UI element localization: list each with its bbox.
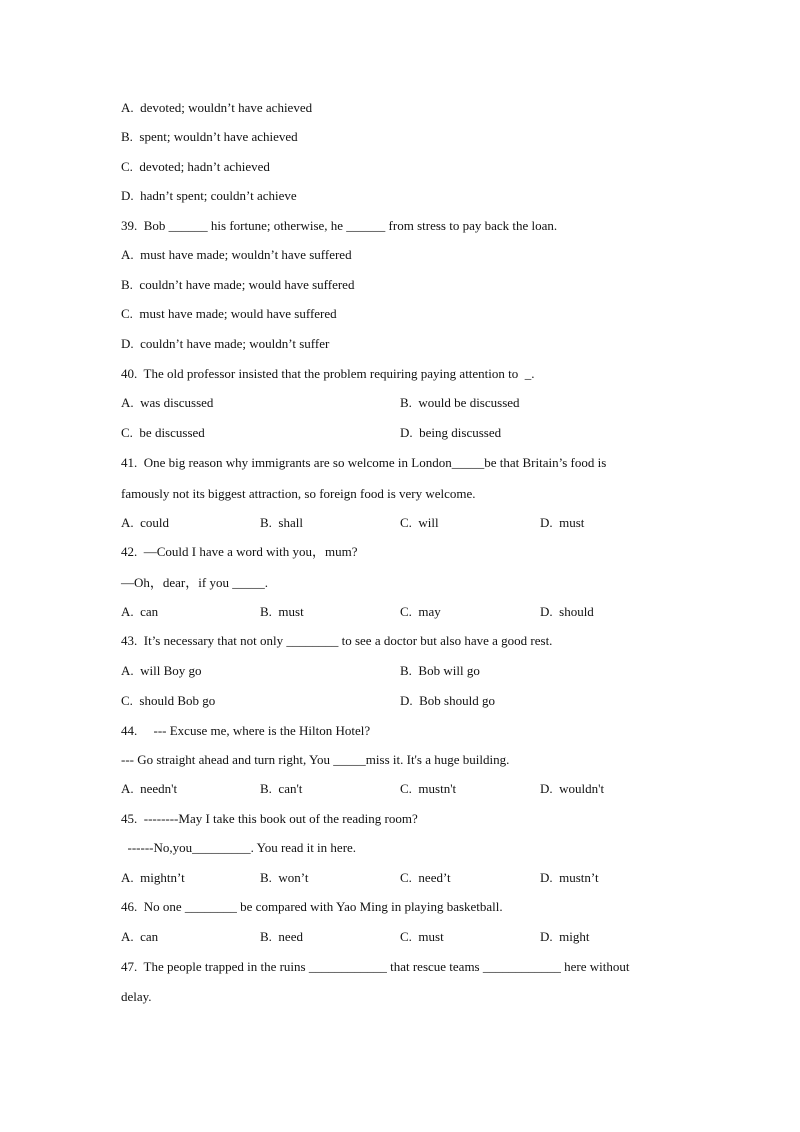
q46-stem: 46. No one ________ be compared with Yao Ming in playing basketball. [121, 899, 503, 914]
q41-option-b: B. shall [260, 515, 303, 530]
q46-option-c: C. must [400, 929, 444, 944]
q45-stem: 45. --------May I take this book out of the reading room? [121, 811, 418, 826]
q40-stem: 40. The old professor insisted that the problem requiring paying attention to _. [121, 366, 535, 381]
q42-option-a: A. can [121, 604, 159, 619]
q45-option-a: A. mightn’t [121, 870, 185, 885]
q39-option-d: D. couldn’t have made; wouldn’t suffer [121, 336, 330, 351]
q42-option-b: B. must [260, 604, 304, 619]
q43-option-a: A. will Boy go [121, 663, 202, 678]
q39-option-c: C. must have made; would have suffered [121, 306, 337, 321]
q38-option-c: C. devoted; hadn’t achieved [121, 159, 270, 174]
q38-option-a: A. devoted; wouldn’t have achieved [121, 100, 313, 115]
q46-option-a: A. can [121, 929, 159, 944]
q40-option-c: C. be discussed [121, 425, 205, 440]
q44-option-d: D. wouldn't [540, 781, 605, 796]
q41-option-a: A. could [121, 515, 170, 530]
q40-option-b: B. would be discussed [400, 395, 520, 410]
q42-reply: —Oh，dear，if you _____. [121, 575, 268, 590]
q38-option-b: B. spent; wouldn’t have achieved [121, 129, 298, 144]
q41-stem-continued: famously not its biggest attraction, so foreign food is very welcome. [121, 486, 476, 501]
q44-option-c: C. mustn't [400, 781, 457, 796]
q44-stem: 44. --- Excuse me, where is the Hilton Hotel? [121, 723, 371, 738]
q45-option-b: B. won’t [260, 870, 309, 885]
q47-stem: 47. The people trapped in the ruins ____________ that rescue teams ____________ here without [121, 959, 630, 974]
q40-option-a: A. was discussed [121, 395, 214, 410]
q43-stem: 43. It’s necessary that not only ________ to see a doctor but also have a good rest. [121, 633, 553, 648]
q44-option-a: A. needn't [121, 781, 178, 796]
q42-stem: 42. —Could I have a word with you，mum? [121, 544, 358, 559]
q46-option-d: D. might [540, 929, 590, 944]
q39-option-b: B. couldn’t have made; would have suffered [121, 277, 355, 292]
q47-stem-continued: delay. [121, 989, 152, 1004]
q43-option-b: B. Bob will go [400, 663, 480, 678]
q46-option-b: B. need [260, 929, 303, 944]
q45-option-c: C. need’t [400, 870, 451, 885]
q42-option-d: D. should [540, 604, 594, 619]
q43-option-c: C. should Bob go [121, 693, 216, 708]
q45-option-d: D. mustn’t [540, 870, 599, 885]
q44-option-b: B. can't [260, 781, 303, 796]
q40-option-d: D. being discussed [400, 425, 502, 440]
q41-option-d: D. must [540, 515, 585, 530]
q43-option-d: D. Bob should go [400, 693, 495, 708]
q39-stem: 39. Bob ______ his fortune; otherwise, he ______ from stress to pay back the loan. [121, 218, 558, 233]
q45-reply: ------No,you_________. You read it in here. [121, 840, 357, 855]
q39-option-a: A. must have made; wouldn’t have suffered [121, 247, 352, 262]
q38-option-d: D. hadn’t spent; couldn’t achieve [121, 188, 297, 203]
q42-option-c: C. may [400, 604, 441, 619]
q44-reply: --- Go straight ahead and turn right, You _____miss it. It's a huge building. [121, 752, 510, 767]
q41-stem: 41. One big reason why immigrants are so welcome in London_____be that Britain’s food is [121, 455, 607, 470]
q41-option-c: C. will [400, 515, 439, 530]
